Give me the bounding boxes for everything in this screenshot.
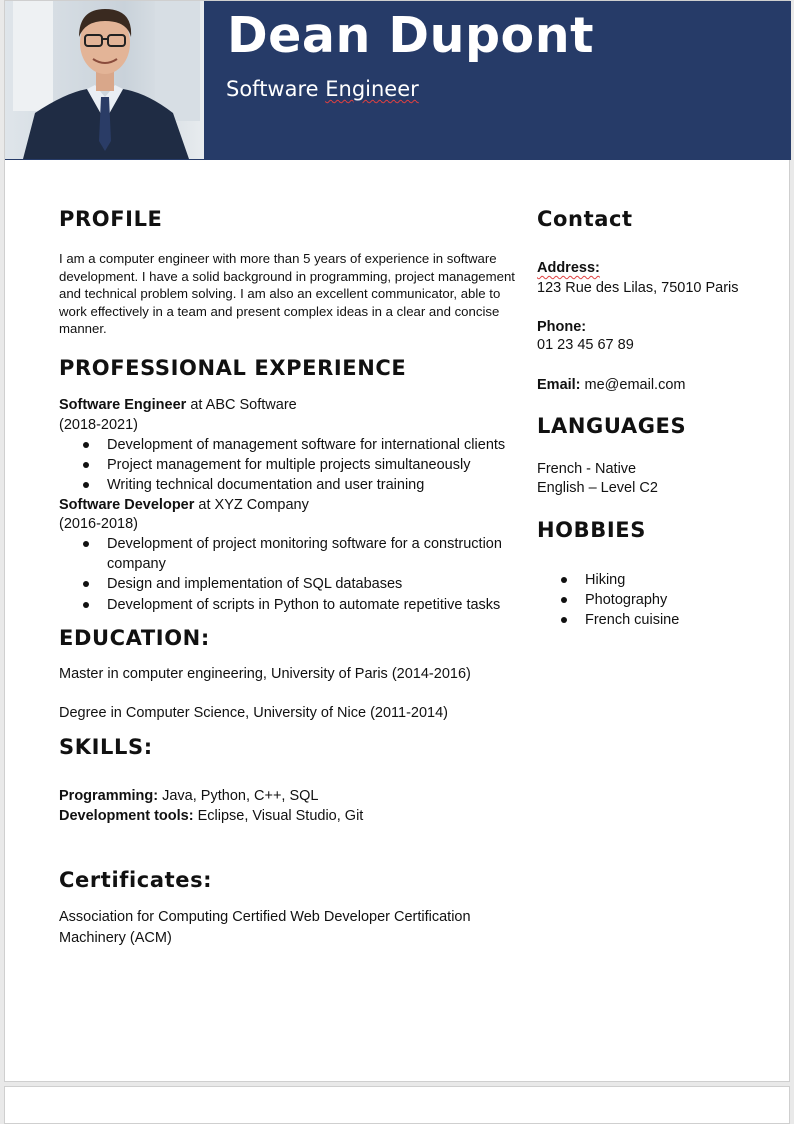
job-2-period: (2016-2018) xyxy=(59,516,138,532)
job-1-role: Software Engineer xyxy=(59,397,187,413)
languages-heading: LANGUAGES xyxy=(537,414,687,438)
job-title xyxy=(226,77,419,101)
job-1-period: (2018-2021) xyxy=(59,417,138,433)
hobbies-heading: HOBBIES xyxy=(537,518,646,542)
list-item: Writing technical documentation and user training xyxy=(59,475,529,495)
next-page-edge xyxy=(4,1086,790,1124)
job-2-role: Software Developer xyxy=(59,497,195,513)
list-item: Project management for multiple projects simultaneously xyxy=(59,455,529,475)
profile-heading: PROFILE xyxy=(59,207,163,231)
email-value: me@email.com xyxy=(580,377,686,393)
education-item-1: Master in computer engineering, University of Paris (2014-2016) xyxy=(59,666,471,682)
job-title-marked: Engineer xyxy=(325,77,419,101)
list-item: Development of project monitoring software for a construction company xyxy=(59,534,529,574)
experience-heading: PROFESSIONAL EXPERIENCE xyxy=(59,356,407,380)
list-item: Design and implementation of SQL databases xyxy=(59,574,529,594)
email-line xyxy=(537,375,685,395)
phone-label-text: Phone: xyxy=(537,319,587,335)
job-2-tasks xyxy=(59,534,529,615)
profile-photo-image xyxy=(5,1,204,159)
skills-tools-label: Development tools: xyxy=(59,808,194,824)
address-label xyxy=(537,258,600,278)
hobbies-list xyxy=(537,570,777,631)
language-item-2: English – Level C2 xyxy=(537,480,658,496)
list-item: Hiking xyxy=(537,570,777,590)
job-1-company: at ABC Software xyxy=(186,397,297,413)
header-banner xyxy=(5,1,791,160)
certificate-line-2: Machinery (ACM) xyxy=(59,930,172,946)
skills-tools-value: Eclipse, Visual Studio, Git xyxy=(193,808,364,824)
education-heading: EDUCATION: xyxy=(59,626,210,650)
list-item: Development of scripts in Python to automate repetitive tasks xyxy=(59,595,529,615)
job-2-company: at XYZ Company xyxy=(194,497,309,513)
skills-tools xyxy=(59,806,363,826)
language-item-1: French - Native xyxy=(537,461,637,477)
job-1-tasks xyxy=(59,435,529,496)
list-item: French cuisine xyxy=(537,610,777,630)
email-label: Email: xyxy=(537,377,581,393)
skills-programming xyxy=(59,786,319,806)
job-2-title-line xyxy=(59,495,309,515)
profile-text: I am a computer engineer with more than 5 years of experience in software development. I have a solid background in programming, project management and technical problem solving. I am also an excellent communicator, able to work effectively in a team and present complex ideas in a clear and concise manner. xyxy=(59,251,515,337)
job-1-title-line xyxy=(59,395,297,415)
phone-value: 01 23 45 67 89 xyxy=(537,337,634,353)
phone-label xyxy=(537,317,586,337)
skills-programming-value: Java, Python, C++, SQL xyxy=(158,788,319,804)
address-label-text: Address: xyxy=(537,260,600,276)
profile-photo xyxy=(5,1,204,159)
list-item: Development of management software for international clients xyxy=(59,435,529,455)
skills-programming-label: Programming: xyxy=(59,788,159,804)
certificate-line-1: Association for Computing Certified Web Developer Certification xyxy=(59,909,471,925)
education-item-2: Degree in Computer Science, University of Nice (2011-2014) xyxy=(59,705,448,721)
address-value: 123 Rue des Lilas, 75010 Paris xyxy=(537,280,739,296)
resume-page xyxy=(4,0,790,1082)
job-title-prefix: Software xyxy=(226,77,326,101)
certificates-heading: Certificates: xyxy=(59,868,213,892)
candidate-name: Dean Dupont xyxy=(227,7,595,64)
skills-heading: SKILLS: xyxy=(59,735,153,759)
list-item: Photography xyxy=(537,590,777,610)
contact-heading: Contact xyxy=(537,207,633,231)
